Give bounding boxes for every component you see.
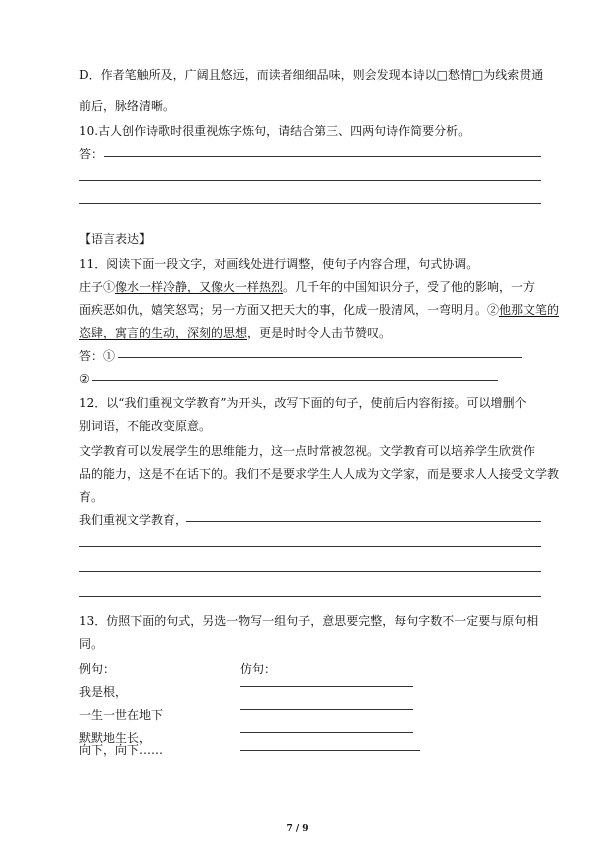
question-12-line1: 12．以“我们重视文学教育”为开头，改写下面的句子，使前后内容衔接。可以增删个	[79, 396, 527, 410]
answer-label-11-1: 答：①	[79, 349, 116, 363]
answer-line[interactable]	[118, 357, 522, 358]
imitate-line[interactable]	[240, 732, 413, 733]
q11-paragraph-line3: 恣肆，寓言的生动，深刻的思想，更是时时令人击节赞叹。	[79, 326, 392, 340]
example-line: 向下，向下……	[79, 743, 164, 757]
answer-line[interactable]	[79, 180, 541, 181]
question-13-line1: 13．仿照下面的句式，另选一物写一组句子，意思要完整，每句字数不一定要与原句相	[79, 614, 539, 628]
q12-text-line2: 品的能力，这是不在话下的。我们不是要求学生人人成为文学家，而是要求人人接受文学教	[79, 467, 560, 481]
imitate-label: 仿句：	[240, 662, 277, 676]
answer-label-10: 答：	[79, 147, 104, 161]
answer-label-11-2: ②	[79, 372, 90, 386]
answer-line[interactable]	[79, 546, 541, 547]
underlined-phrase-1: 像水一样冷静，又像火一样热烈	[115, 280, 284, 294]
example-line: 我是根，	[79, 685, 128, 699]
imitate-line[interactable]	[240, 686, 413, 687]
answer-line[interactable]	[92, 380, 498, 381]
answer-line[interactable]	[79, 571, 541, 572]
answer-line[interactable]	[79, 596, 541, 597]
q12-text-line3: 育。	[79, 490, 104, 504]
q11-paragraph-line1: 庄子①像水一样冷静，又像火一样热烈。几千年的中国知识分子，受了他的影响，一方	[79, 280, 536, 294]
q12-text-line1: 文学教育可以发展学生的思维能力，这一点时常被忽视。文学教育可以培养学生欣赏作	[79, 444, 536, 458]
answer-line[interactable]	[104, 156, 541, 157]
answer-line[interactable]	[79, 203, 541, 204]
question-12-line2: 别词语，不能改变原意。	[79, 419, 212, 433]
q12-answer-start: 我们重视文学教育，	[79, 513, 188, 527]
option-d-line2: 前后，脉络清晰。	[79, 99, 176, 113]
underlined-phrase-2b: 恣肆，寓言的生动，深刻的思想	[79, 326, 248, 340]
example-line: 一生一世在地下	[79, 708, 164, 722]
imitate-line[interactable]	[240, 709, 413, 710]
section-heading: 【语言表达】	[79, 232, 152, 246]
question-10: 10.古人创作诗歌时很重视炼字炼句，请结合第三、四两句诗作简要分析。	[79, 124, 471, 138]
page-number: 7 / 9	[286, 824, 309, 834]
option-d-line1: D．作者笔触所及，广阔且悠远，而读者细细品味，则会发现本诗以□愁情□为线索贯通	[79, 68, 544, 82]
imitate-line[interactable]	[240, 750, 420, 751]
underlined-phrase-2a: 他那文笔的	[499, 303, 560, 317]
example-label: 例句：	[79, 662, 116, 676]
question-11: 11．阅读下面一段文字，对画线处进行调整，使句子内容合理，句式协调。	[79, 257, 479, 271]
q11-paragraph-line2: 面疾恶如仇，嬉笑怒骂；另一方面又把天大的事，化成一股清风，一弯明月。②他那文笔的	[79, 303, 560, 317]
answer-line[interactable]	[186, 521, 541, 522]
question-13-line2: 同。	[79, 637, 104, 651]
example-line: 默默地生长，	[79, 731, 152, 745]
